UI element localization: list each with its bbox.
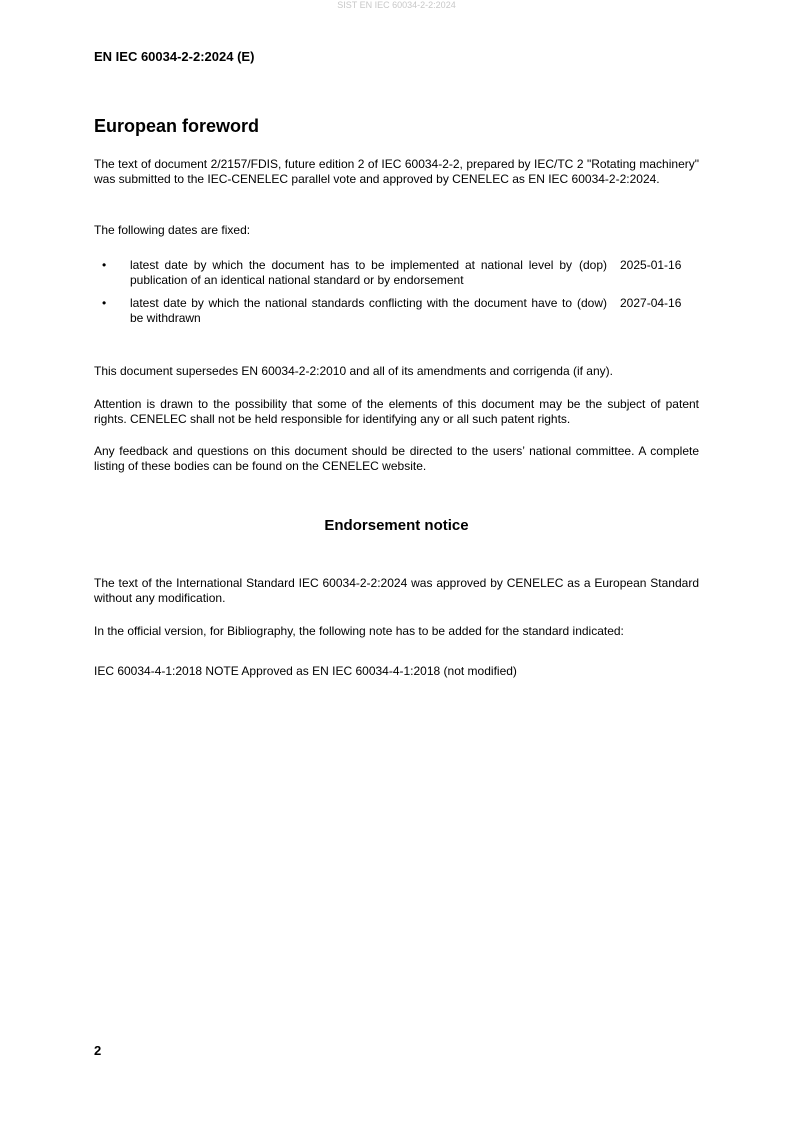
supersedes-paragraph: This document supersedes EN 60034-2-2:2010 and all of its amendments and corrigenda (if any). [94, 364, 613, 378]
endorsement-heading: Endorsement notice [324, 517, 469, 534]
date-description: latest date by which the national standards conflicting with the document have to be withdrawn [130, 296, 572, 325]
feedback-paragraph: Any feedback and questions on this document should be directed to the users’ national committee. A complete listing of these bodies can be found on the CENELEC website. [94, 444, 699, 473]
endorsement-text: The text of the International Standard IEC 60034-2-2:2024 was approved by CENELEC as a European Standard without any modification. [94, 576, 699, 605]
patent-attention-paragraph: Attention is drawn to the possibility that some of the elements of this document may be the subject of patent rights. CENELEC shall not be held responsible for identifying any or all such patent rights. [94, 397, 699, 426]
date-code: (dop) [578, 258, 607, 272]
official-version-paragraph: In the official version, for Bibliography, the following note has to be added for the standard indicated: [94, 624, 624, 638]
bullet-icon: • [102, 258, 107, 272]
foreword-intro: The text of document 2/2157/FDIS, future edition 2 of IEC 60034-2-2, prepared by IEC/TC 2 "Rotating machinery" was submitted to the IEC-CENELEC parallel vote and approved by CENELEC as EN IEC 60034-2-2:2024. [94, 157, 699, 186]
bullet-icon: • [102, 296, 107, 310]
dates-intro: The following dates are fixed: [94, 223, 251, 237]
page-number: 2 [94, 1043, 102, 1058]
document-id: EN IEC 60034-2-2:2024 (E) [94, 49, 255, 64]
date-description: latest date by which the document has to be implemented at national level by publication of an identical national standard or by endorsement [130, 258, 572, 287]
date-code: (dow) [576, 296, 607, 310]
bibliography-note: IEC 60034-4-1:2018 NOTE Approved as EN IEC 60034-4-1:2018 (not modified) [94, 664, 517, 678]
date-value: 2025-01-16 [620, 258, 682, 272]
foreword-heading: European foreword [94, 116, 260, 136]
date-value: 2027-04-16 [620, 296, 682, 310]
watermark: SIST EN IEC 60034-2-2:2024 [337, 0, 456, 10]
